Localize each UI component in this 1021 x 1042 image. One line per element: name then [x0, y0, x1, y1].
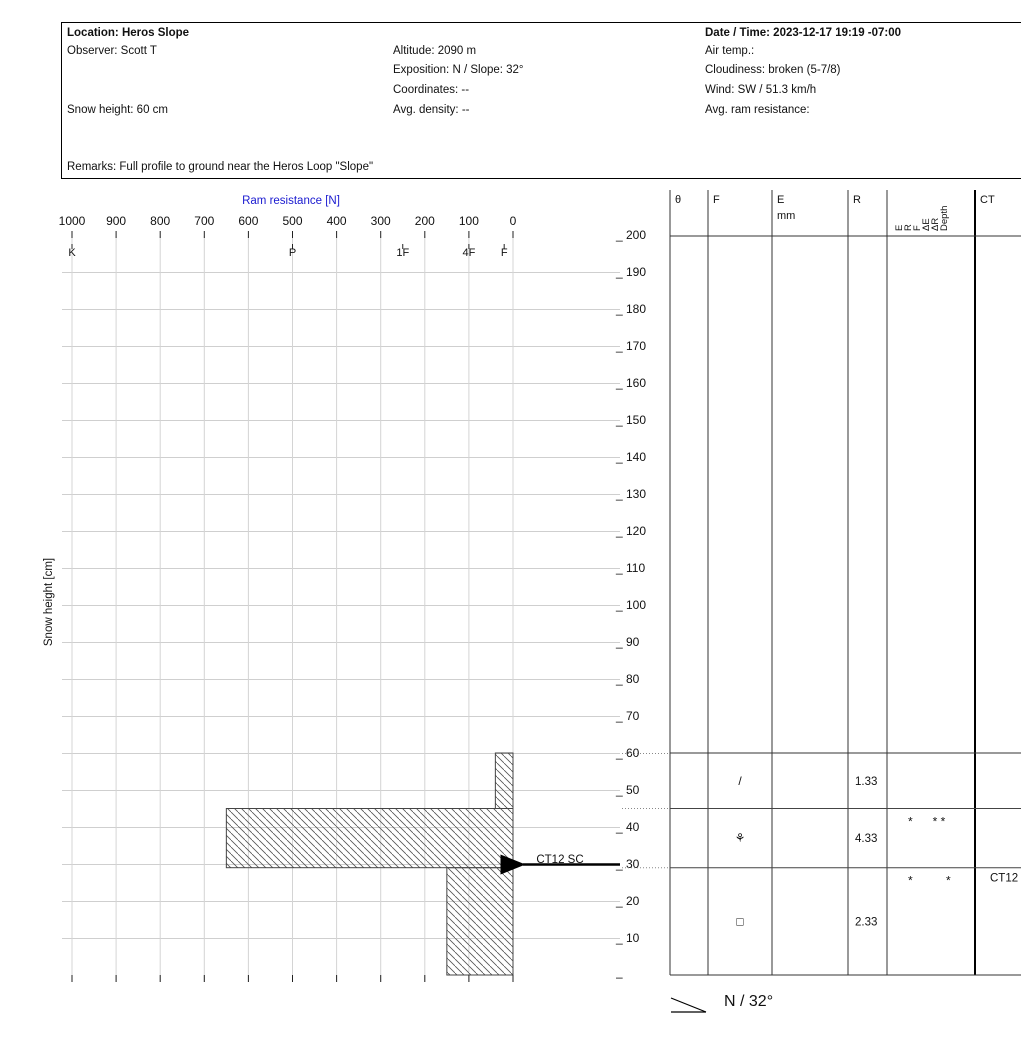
y-axis-label: Snow height [cm] — [43, 557, 55, 647]
grain-shape-symbol: / — [738, 773, 742, 788]
y-tick-label: _ 190 — [616, 265, 647, 279]
y-tick-label: _ 30 — [616, 857, 640, 871]
y-tick-label-zero: – — [616, 970, 623, 984]
y-tick-label: _ 180 — [616, 302, 647, 316]
y-tick-label: _ 70 — [616, 709, 640, 723]
x-tick-label: 1000 — [58, 214, 86, 228]
x-tick-label: 300 — [370, 214, 391, 228]
hand-hardness-value: 2.33 — [855, 916, 878, 929]
resistance-bar — [495, 753, 513, 809]
x-tick-label: 500 — [282, 214, 303, 228]
avg-ram-label: Avg. ram resistance: — [705, 104, 810, 116]
y-tick-label: _ 20 — [616, 894, 640, 908]
table-column-header: F — [713, 194, 720, 206]
y-tick-label: _ 10 — [616, 931, 640, 945]
stability-markers: * * * — [908, 814, 946, 829]
y-tick-label: _ 120 — [616, 524, 647, 538]
hardness-label: 4F — [462, 247, 476, 259]
coordinates-label: Coordinates: -- — [393, 84, 470, 96]
table-rotated-header: E — [894, 224, 905, 231]
exposition-label: Exposition: N / Slope: 32° — [393, 64, 524, 76]
chart-title: Ram resistance [N] — [242, 195, 340, 207]
table-rotated-header: ΔE — [921, 218, 932, 231]
slope-label: N / 32° — [724, 993, 774, 1010]
hand-hardness-value: 1.33 — [855, 775, 878, 788]
wind-label: Wind: SW / 51.3 km/h — [705, 84, 817, 96]
y-tick-label: _ 60 — [616, 746, 640, 760]
table-column-unit: mm — [777, 210, 796, 222]
resistance-bar — [447, 868, 513, 975]
x-tick-label: 600 — [238, 214, 259, 228]
table-column-header: CT — [980, 194, 995, 206]
table-rotated-header: ΔR — [930, 217, 941, 231]
y-tick-label: _ 100 — [616, 598, 647, 612]
y-tick-label: _ 40 — [616, 820, 640, 834]
x-tick-label: 700 — [194, 214, 215, 228]
y-tick-label: _ 130 — [616, 487, 647, 501]
x-tick-label: 0 — [509, 214, 517, 228]
y-tick-label: _ 50 — [616, 783, 640, 797]
hardness-label: 1F — [396, 247, 410, 259]
y-tick-label: _ 200 — [616, 228, 647, 242]
x-tick-label: 800 — [150, 214, 171, 228]
air-temp-label: Air temp.: — [705, 45, 755, 57]
datetime-label: Date / Time: 2023-12-17 19:19 -07:00 — [705, 27, 902, 39]
hardness-label: K — [68, 247, 76, 259]
hardness-label: F — [500, 247, 508, 259]
table-rotated-header: R — [903, 224, 914, 231]
table-column-header: θ — [675, 194, 682, 206]
y-tick-label: _ 80 — [616, 672, 640, 686]
y-tick-label: _ 140 — [616, 450, 647, 464]
x-tick-label: 900 — [106, 214, 127, 228]
table-column-header: E — [777, 194, 785, 206]
stability-markers: * * — [908, 873, 951, 888]
y-tick-label: _ 160 — [616, 376, 647, 390]
observer-label: Observer: Scott T — [67, 45, 157, 57]
ct-result-label: CT12 — [990, 872, 1019, 885]
remarks-label: Remarks: Full profile to ground near the Heros Loop "Slope" — [67, 161, 374, 173]
location-label: Location: Heros Slope — [67, 27, 190, 39]
snow-height-label: Snow height: 60 cm — [67, 104, 169, 116]
y-tick-label: _ 90 — [616, 635, 640, 649]
hand-hardness-value: 4.33 — [855, 833, 878, 846]
slope-indicator — [671, 993, 773, 1012]
y-tick-label: _ 150 — [616, 413, 647, 427]
altitude-label: Altitude: 2090 m — [393, 45, 477, 57]
resistance-bar — [226, 809, 513, 868]
hardness-label: P — [288, 247, 297, 259]
table-rotated-header: F — [912, 225, 923, 231]
grain-shape-symbol: ⚘ — [734, 831, 746, 846]
x-tick-label: 400 — [326, 214, 347, 228]
x-tick-label: 100 — [458, 214, 479, 228]
table-rotated-header: Depth — [939, 205, 950, 231]
x-tick-label: 200 — [414, 214, 435, 228]
annotation-label: CT12 SC — [536, 854, 584, 866]
y-tick-label: _ 170 — [616, 339, 647, 353]
grain-shape-symbol: □ — [736, 914, 744, 929]
y-tick-label: _ 110 — [616, 561, 646, 575]
table-column-header: R — [853, 194, 861, 206]
avg-density-label: Avg. density: -- — [393, 104, 470, 116]
cloudiness-label: Cloudiness: broken (5-7/8) — [705, 64, 841, 76]
